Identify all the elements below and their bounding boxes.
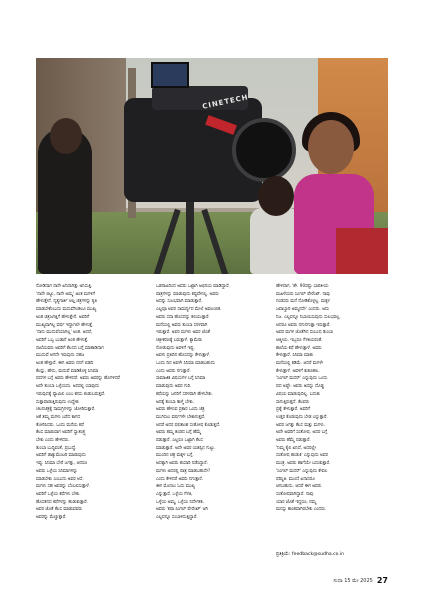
page-number: 27 — [376, 576, 388, 585]
article-line: ಅಂತ ಚಿತ್ರಜಗತ್ತಿಗೆ ಹೇಳುತ್ತೇನೆ. ಅವರಿಗೆ — [36, 314, 90, 320]
article-line: ಎಲ್ಲವನ್ನೂ ಸಂಭಾಳಿಸುತ್ತಿದ್ದಾರೆ. — [156, 515, 198, 521]
article-line: ಪ್ರಶ್ನೆ ಕೇಳುತ್ತಾರೆ. ಅವರಿಗೆ — [276, 407, 311, 413]
article-line: ಕಥೆಯನ್ನು ಜನರಿಗೆ ಸರಳವಾಗಿ ಹೇಳಬೇಕು. — [156, 391, 214, 397]
photo-camera-lens — [232, 118, 296, 182]
article-line: ಕೇಳುತ್ತಾರೆ. ಸಿನಿಮಾ ಮಾತು — [276, 353, 314, 359]
article-line: ಹೊಸತನದ ಕಥೆಗಳನ್ನು ಹುಡುಕುತ್ತಾರೆ. — [36, 499, 88, 505]
article-line: 'ನಾನು ಮುದುವೆಯಾಗಿಲ್ಲ' ಅಂತ. ಅದರೆ, — [36, 330, 93, 336]
article-line: ಅಂತ ಹೇಳ್ತಾರೆ. ಈಗ ಅವರು ನನಗೆ ಬಿಡದಿ — [36, 361, 94, 367]
article-line: ಎಲ್ಲವೂ ಅವರ ಸಾಮರ್ಥ್ಯದ ಮೇಲೆ ಅವಲಂಬಿತ. — [156, 307, 222, 313]
photo-person-left-head — [50, 118, 82, 154]
magazine-issue: ಸುಧಾ 15 ಮೇ 2025 — [333, 577, 373, 584]
article-line: ಪಡುತ್ತಾರೆ. ಎಲ್ಲರೂ ಒಟ್ಟಾಗಿ ಕೆಲಸ — [156, 438, 203, 444]
article-line: 'ಸಿಂಗಲ್ ಮದರ್' ಎನ್ನುವುದು ಒಂದು — [276, 376, 328, 382]
article-line: ಚಿತ್ರೀಕರಣಕ್ಕೆ ಬರುತ್ತಾಳೆ. ಕ್ಯಾಮೆರಾ — [156, 337, 202, 343]
article-line: ಆತ್ಮೀಯ. ಇಬ್ಬರೂ ಗೆಳತಿಯರಂತೆ. — [276, 337, 323, 343]
article-line: ಪದ ಅಷ್ಟೇ. ಅವರು ಅದನ್ನು ದೊಡ್ಡ — [276, 384, 324, 390]
article-column-1 — [36, 283, 146, 548]
article-line: ಆಗಬಹುದು. ಆದರೆ ಈಗ ಅವರು — [276, 484, 322, 490]
article-line: ಸುತ್ತಾಪಾಡುತ್ತಿರುವುದು ಉದ್ದೇಶ. — [36, 399, 80, 405]
article-line: ಜವಾಬ್ದಾರಿ ಅಮ್ಮನದೇ' ಎಂದರು. ಅದು — [276, 307, 330, 313]
article-line: ಮಾಡುತ್ತಾರೆ. ಅದೇ ಅವರ ಯಶಸ್ಸಿನ ಗುಟ್ಟು. — [156, 445, 216, 451]
article-line: ಒಂದು ದಿನ ಅವಳೇ ಸಿನಿಮಾ ಮಾಡಬಹುದು — [156, 361, 215, 367]
article-line: ಅದೇ ಅವರಿಗೆ ಸಂತೋಷ. ಅದರ ಬಗ್ಗೆ — [276, 430, 328, 436]
article-line: ಈಗ ಮೊದಲು ಓದು ಮುಖ್ಯ — [156, 484, 195, 490]
article-line: ಮನೆಯಲ್ಲಿ ಕಡಿಮೆ. ಆದರೆ ಮಗಳೇ — [276, 361, 323, 367]
article-line: ಗಂಡಸರು ಮನೆ ನೋಡಿಕೊಳ್ಳಲ್ಲ. ಮಕ್ಕಳ — [276, 299, 330, 305]
article-line: ಅವರು ಹೆಮ್ಮೆ ಪಡುತ್ತಾರೆ. — [276, 438, 311, 444]
article-column-2 — [156, 283, 266, 548]
article-line: ಎಂದು ಕೇಳಿದರೆ ಅವರು ನಗುತ್ತಾರೆ. — [156, 476, 204, 482]
article-line: ಸಾಮಾಜಿಕ ವಿಷಯಗಳ ಬಗ್ಗೆ ಸಿನಿಮಾ — [156, 376, 206, 382]
article-line: ಸಂತೋಷವಾಗಿದ್ದಾರೆ. ನಾವು — [276, 491, 314, 497]
article-line: ಅದನ್ನು ಸುಲಭವಾಗಿ ಮಾಡುತ್ತಾರೆ. — [156, 299, 203, 305]
article-line: ಅವರ ಮಗಳ ಜೊತೆಗಿನ ಸಂಬಂಧ ತುಂಬಾ — [276, 330, 333, 336]
article-line: ನೋಡುವುದು ಅವಳಿಗೆ ಇಷ್ಟ. — [156, 345, 195, 351]
article-line: 'ನಾನೇ ಬಿಟ್ಟು, ನಾನೇ ಅಮ್ಮ' ಅಂತ ಮಗಳಿಗೆ — [36, 291, 96, 297]
article-line: ಅದೇ ತುಂಬಾ ಒಳ್ಳೆಯದು. ಅದರಲ್ಲಿ ಯಾವುದು — [36, 384, 100, 390]
article-line: ಆದರೆ ಅದರ ಫಲಿತಾಂಶ ಸಂತೋಷ ಕೊಡುತ್ತದೆ. — [156, 422, 221, 428]
photo-woman-sash — [336, 228, 388, 274]
article-line: ಮುಂದಿನ ಚಿತ್ರ ಮಕ್ಕಳ ಬಗ್ಗೆ. — [156, 453, 194, 459]
article-line: ನಾಲೆಯವರು ಅವರಿಗೆ ಕೆಲಸದ ಬಗ್ಗೆ ಮಾತಾಡಿದಾಗ — [36, 345, 104, 351]
article-line: ಪದಗಳ ಬಗ್ಗೆ ಅವರು ಹೇಳಿದರೆ. ಅವರು ಅವರನ್ನು ಹೊಗಳಿದರೆ — [36, 376, 120, 382]
article-line: ಅವರು ಒಳ್ಳೆಯ ಸಿನಿಮಾಗಳನ್ನು — [36, 468, 78, 474]
article-line: ಎಂದು ಅವರು ನಗುತ್ತಾರೆ. — [156, 368, 191, 374]
article-line: ಸಾಗುತ್ತಿರುತ್ತದೆ. ಕೆಲವರು — [276, 399, 310, 405]
article-line: ಅವರು ತಮ್ಮ ತಂಡದ ಬಗ್ಗೆ ಹೆಮ್ಮೆ — [156, 430, 201, 436]
article-line: ಹೇಳಿದಾಗ, 'ಶೇ. 90ರಷ್ಟು ಭಾರತೀಯ — [276, 284, 329, 289]
article-line: ಉತ್ತರ ಕೊಡುವುದು ಬೇಡ ಎನ್ನುತ್ತಾರೆ. — [276, 414, 328, 420]
article-line: ಮುದುವೆ ಆಗದೇ ಇರುವುದು ಸಹಜ — [36, 353, 85, 359]
article-line: ಸಂತೋಷ ಹುಡುಕಿ' ಎನ್ನುವುದು ಅವರ — [276, 453, 328, 459]
article-line: ಚಲನಚಿತ್ರಕ್ಕೆ ಸಾಮಗ್ರಿಗಳನ್ನು ಜೋಡಿಸುತ್ತಾರೆ. — [36, 407, 96, 413]
article-line: ಬೇಕು ಎಂದು ಹೇಳಿದರು. — [36, 438, 70, 444]
photo-woman-head — [308, 120, 354, 174]
article-line: ಅವರು 'ಕಥಾ ಸಿಂಗಲ್ ಪೇರೆಂಟ್' ಆಗಿ — [156, 507, 208, 513]
article-line: ಮಾಡುವುದು ಅವರ ಗುರಿ. — [156, 384, 192, 390]
article-line: ಮಂತ್ರ. ಅವರು ಹಾಗೆಯೇ ಬದುಕುತ್ತಾರೆ. — [276, 461, 331, 467]
article-line: ಅವರ ಜೊತೆ ಕೆಲಸ ಮಾಡುವವರು — [36, 507, 83, 513]
article-line: ಮನಸ್ಸು ಶಾಂತವಾಗಿರಬೇಕು ಎಂದರು. — [276, 507, 327, 513]
article-line: ಒಳ್ಳೆಯ ಅಮ್ಮ, ಒಳ್ಳೆಯ ನಿರ್ದೇಶಕಿ. — [156, 499, 205, 505]
article-line: ಅವರಿಗೆ ಒಳ್ಳೆಯ ಕಥೆಗಳು ಬೇಕು. — [36, 491, 81, 497]
article-line: ಮುಗಿಸಲು ವರ್ಷಗಳೇ ಬೇಕಾಗುತ್ತವೆ. — [156, 414, 206, 420]
article-line: ಪಾತ್ರಗಳನ್ನು ಮಾಡುವುದು ಕಷ್ಟವೇನಲ್ಲ. ಅವರು — [156, 291, 219, 297]
article-line: ಅವರು ಹೇಳುವ ಪ್ರಕಾರ ಒಂದು ಚಿತ್ರ — [156, 407, 205, 413]
article-line: ತುಂಬಾ ಬುದ್ಧಿವಂತೆ, ಪ್ರಬುದ್ಧೆ. — [36, 445, 77, 451]
article-line: ಅವರು ಸದಾ ಹೊಸದನ್ನು ಕಲಿಯುತ್ತಾರೆ. — [156, 314, 210, 320]
article-column-3 — [276, 283, 386, 548]
article-line: ಒಡನಾಟದಿಂದ ಅವರು ಒಟ್ಟಾಗಿ ಅಭಿನಯ ಮಾಡಿದ್ದಾರೆ. — [156, 284, 230, 289]
article-line: ವಿಷಯ ಮಾಡುವುದಿಲ್ಲ. ಬದುಕು — [276, 391, 321, 397]
article-line: ಮನೆಯಲ್ಲಿ ಅವರು ತುಂಬಾ ಸರಳವಾಗಿ — [156, 322, 208, 328]
feedback-line: ಪ್ರತಿಕ್ರಿಯೆ: feedback@sudha.co.in — [276, 552, 345, 557]
article-line: 'ನಿಮ್ಮ ಕೈಲಿ ಏನಿದೆ, ಅದರಲ್ಲೇ — [276, 445, 316, 451]
article-line: ಹೇಳುತ್ತೇನೆ. ನೃತ್ಯಗಾರ್ತಿ ಆಫ್ತಿ ಚಿತ್ರಗಳನ್ನು ಕೃತಿ — [36, 299, 97, 305]
article-line: ಮಾಡಬೇಕೆಂಬುದು ಮದುವೆಗಿಂತಲೂ ಮುಖ್ಯ — [36, 307, 97, 313]
article-line: ಆದರೂ ಅವರು ನಗುನಗುತ್ತಾ ಇರುತ್ತಾರೆ. — [276, 322, 331, 328]
article-line: ಇರುತ್ತಾರೆ. ಅವರ ಮಗಳು ಅವರ ಜೊತೆ — [156, 330, 210, 336]
page-footer — [333, 576, 388, 585]
article-line: ಅವರನ್ನು ಮೆಚ್ಚುತ್ತಾರೆ. — [36, 515, 67, 521]
article-line: ತೋರಿಸಿದರು. ಒಂದು ಮನೆಯ ಕಥೆ — [36, 422, 84, 428]
article-line: ಕೇಳುತ್ತಾಳೆ. ಅವಳಿಗೆ ಕುತೂಹಲ. — [276, 368, 320, 374]
article-line: ಕೆಲಸ್ತು, ಹೇಸು, ಮದುವೆ ಮಾಡಿಕೊಳ್ಳಿ ಸಿನಿಮಾ — [36, 368, 99, 374]
photo-camera-monitor — [151, 62, 189, 88]
article-line: ನಿಜ. ಎಲ್ಲವನ್ನೂ ನಿಭಾಯಿಸುವುದು ಸುಲಭವಲ್ಲ. — [276, 314, 341, 320]
article-line: ಅವರಿಗೆ ಡಾಕ್ಯುಮೆಂಟರಿ ಮಾಡುವುದು — [36, 453, 86, 459]
article-line: ಅದಕ್ಕಾಗಿ ಅವರು ತಯಾರಿ ನಡೆಸಿದ್ದಾರೆ. — [156, 461, 208, 467]
article-line: ಮುಖ್ಯವಾಗಿಲ್ಲ ವರ್ಷ ಇದ್ದಾಗಲೇ ಹೇಳುತ್ತೆ. — [36, 322, 94, 328]
article-line: ನೋಡಿದಾಗ ನಾನೇ ಏನಿದಾಗಿತ್ತು ಅನಿಸುತ್ತಿ. — [36, 284, 93, 289]
article-line: ಅವರಿಗೆ ಒಬ್ಬ ಬುಡಾನೆ ಅಂತ ಹೇಳುತ್ತೆ. — [36, 337, 89, 343]
article-line: ಕೆಲಸ ಮಾಡುವಾಗ ಅವರಿಗೆ ಸ್ವಾತಂತ್ರ್ಯ — [36, 430, 86, 436]
article-line: ಇರುವುದಕ್ಕೆ ಫ್ಯಾಮಿಲಿ ಎಂಬ ಕನಸು ಕಂಡುಬರುತ್ತವೆ. — [36, 391, 106, 397]
article-line: ಮಗಳು ಸಹ ಅವರನ್ನು ಬೆಂಬಲಿಸುತ್ತಾಳೆ. — [36, 484, 90, 490]
article-line: ಮಗಳು ಅದರಲ್ಲಿ ಪಾತ್ರ ಮಾಡಬಹುದೇ? — [156, 468, 211, 474]
photo-tripod-leg — [186, 198, 194, 274]
article-line: ಆಕೆ ತಮ್ಮ ಮಗಳು ಬರೆದ ಕಾಗದ — [36, 414, 81, 420]
article-line: ಅವರ ಜಗತ್ತು ಕೆಲಸ ಮತ್ತು ಮಗಳು. — [276, 422, 326, 428]
photo-camera-brand: CINETECH — [201, 93, 250, 111]
article-line: ಅವಳು ಪ್ರತಿದಿನ ಹೊಸದನ್ನು ಕೇಳುತ್ತಾಳೆ. — [156, 353, 211, 359]
article-line: ಯಾರ ಜೊತೆ ಇದ್ದರೂ, ನಮ್ಮ — [276, 499, 317, 505]
article-line: ಪರಿಸ್ಥಿತಿ. ಮುಂದೆ ಏನಾದರೂ — [276, 476, 315, 482]
article-line: ಇಷ್ಟ. ಸಿನಿಮಾ ಬೇರೆ ಜಗತ್ತು, ಆದರೂ — [36, 461, 88, 467]
photo-girl-body — [250, 208, 300, 274]
article-line: ಶಾಲೆಯ ಕಥೆ ಹೇಳುತ್ತಾಳೆ. ಅವರು — [276, 345, 322, 351]
feature-photo — [36, 58, 388, 274]
article-line: ಅದಕ್ಕೆ ತುಂಬಾ ತಾಳ್ಮೆ ಬೇಕು. — [156, 399, 195, 405]
article-line: ಮಹಿಳೆಯರು ಸಿಂಗಲ್ ಪೇರೆಂಟ್. ನಾವು — [276, 291, 330, 297]
article-line: 'ಸಿಂಗಲ್ ಮದರ್' ಎನ್ನುವುದು ಕೇವಲ — [276, 468, 328, 474]
photo-girl-head — [258, 176, 294, 216]
article-line: ಎನ್ನುತ್ತಾರೆ. ಒಳ್ಳೆಯ ಗೆಳತಿ, — [156, 491, 193, 497]
article-line: ಮಾಡಬೇಕು ಎಂಬುದು ಅವರ ಆಸೆ. — [36, 476, 84, 482]
